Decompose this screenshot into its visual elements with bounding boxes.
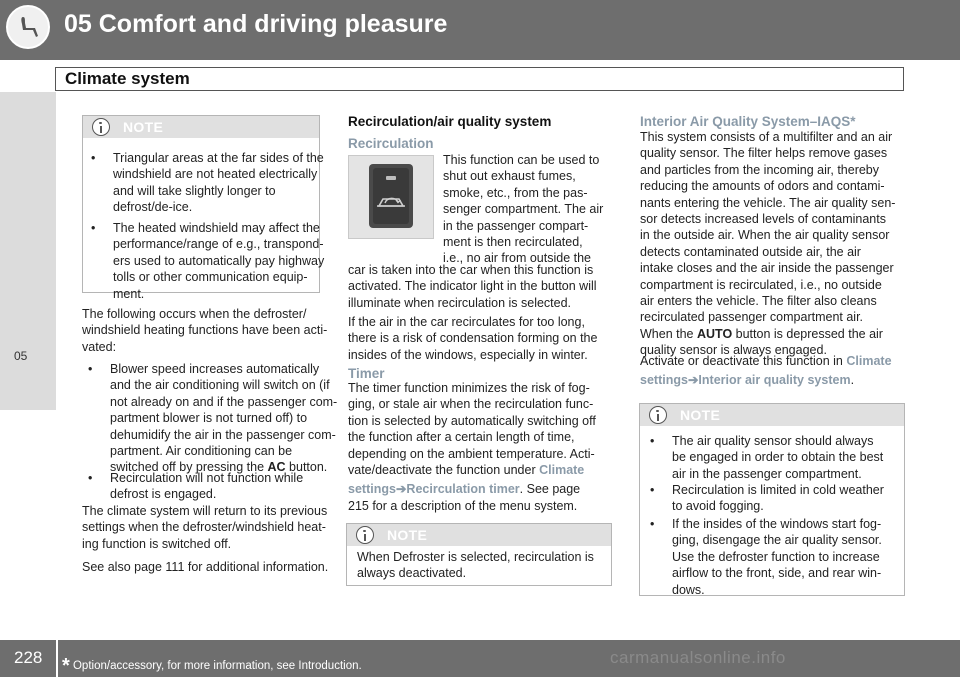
text-line: airflow to the front, side, and rear win- <box>672 566 882 581</box>
text-span: . See page <box>519 482 581 497</box>
text-line: tolls or other communication equip- <box>113 270 308 285</box>
timer-link-line-2 <box>348 481 596 497</box>
text-line: depending on the ambient temperature. Acti- <box>348 446 595 461</box>
note-bullet-text <box>672 433 883 482</box>
text-line: windshield are not heated electrically <box>113 167 318 182</box>
text-line: defrost is engaged. <box>110 487 217 502</box>
arrow-right-icon: ➔ <box>687 373 699 388</box>
text-line: ment. <box>113 286 145 301</box>
note-bullet-text <box>672 482 884 515</box>
recirculation-button-image <box>348 155 434 239</box>
footnote-text: Option/accessory, for more information, see Introduction. <box>69 660 362 672</box>
text-line: quality sensor. The filter helps remove gases <box>640 146 888 161</box>
text-line: Blower speed increases automatically <box>110 362 320 376</box>
bullet-dot: • <box>91 221 96 235</box>
auto-button-label: AUTO <box>696 326 733 341</box>
text-line: The timer function minimizes the risk of fog- <box>348 381 590 395</box>
text-line: If the insides of the windows start fog- <box>672 517 882 531</box>
text-line: illuminate when recirculation is selected. <box>348 295 572 310</box>
text-line: The air quality sensor should always <box>672 434 874 448</box>
heading-recirculation-air-quality: Recirculation/air quality system <box>348 114 552 129</box>
note-bullet-text <box>672 516 882 598</box>
text-line: shut out exhaust fumes, <box>443 169 576 184</box>
text-line: windshield heating functions have been acti- <box>82 323 328 338</box>
see-also-paragraph <box>82 559 328 575</box>
note-bullet-text <box>113 220 324 302</box>
arrow-right-icon: ➔ <box>395 482 407 497</box>
footer-divider <box>56 640 58 677</box>
timer-text <box>348 380 596 514</box>
page-footer <box>0 640 960 677</box>
watermark: carmanualsonline.info <box>610 648 786 667</box>
text-line: detects contaminated outside air, the air <box>640 244 861 259</box>
footnote <box>62 652 362 675</box>
text-line: vated: <box>82 339 117 354</box>
text-line: defrost/de-ice. <box>113 200 193 215</box>
recirculation-wrap-text <box>443 152 603 267</box>
iaqs-paragraph <box>640 129 895 359</box>
bullet-dot: • <box>650 483 655 497</box>
section-title: Climate system <box>65 69 190 88</box>
text-line: in the outside air. When the air quality sensor <box>640 228 890 243</box>
text-line: i.e., no air from outside the <box>443 251 591 266</box>
chapter-side-tab <box>0 92 56 410</box>
note-label: NOTE <box>680 407 721 423</box>
text-line: Use the defroster function to increase <box>672 549 880 564</box>
text-line: partment blower is not turned off) to <box>110 411 308 426</box>
note-box-defroster-recirc <box>346 523 612 586</box>
text-line: Recirculation is limited in cold weather <box>672 483 884 497</box>
text-line: See also page 111 for additional information. <box>82 560 329 574</box>
text-line: intake closes and the air inside the passenger <box>640 261 894 276</box>
heading-timer: Timer <box>348 366 385 381</box>
chapter-title: 05 Comfort and driving pleasure <box>64 10 448 38</box>
text-span: button. <box>285 460 328 475</box>
text-line: Triangular areas at the far sides of the <box>113 151 324 165</box>
bullet-dot: • <box>88 471 93 485</box>
text-line: partment. Air conditioning can be <box>110 444 293 459</box>
menu-path-climate: Climate <box>539 463 585 478</box>
text-line: smoke, etc., from the pas- <box>443 185 588 200</box>
text-span: switched off by pressing the <box>110 460 268 475</box>
text-line: tion is selected by automatically switching off <box>348 413 596 428</box>
text-line: and particles from the incoming air, thereby <box>640 162 880 177</box>
text-line: in the passenger compart- <box>443 218 589 233</box>
footnote-star: * <box>62 655 70 677</box>
text-line: The heated windshield may affect the <box>113 221 320 235</box>
text-span: . <box>850 373 855 388</box>
text-line: the function after a certain length of time, <box>348 430 575 445</box>
text-line: settings when the defroster/windshield heat- <box>82 520 326 535</box>
recirculation-button-icon <box>349 156 433 238</box>
note-label: NOTE <box>387 527 428 543</box>
text-line: performance/range of e.g., transpond- <box>113 237 324 252</box>
text-line: quality sensor is always engaged. <box>640 343 827 358</box>
text-line: senger compartment. The air <box>443 202 604 217</box>
text-span: button is depressed the air <box>732 326 883 341</box>
info-icon <box>92 118 110 136</box>
text-line: nants entering the vehicle. The air quality sen- <box>640 195 896 210</box>
bullet-dot: • <box>650 517 655 531</box>
text-line: recirculated passenger compartment air. <box>640 310 864 325</box>
menu-path-interior-air-quality: Interior air quality system <box>698 373 851 388</box>
text-line: 215 for a description of the menu system. <box>348 498 578 513</box>
list-item-text <box>110 470 303 503</box>
note-box-air-quality <box>639 403 905 596</box>
text-line: to avoid fogging. <box>672 499 764 514</box>
text-line: Recirculation will not function while <box>110 471 304 485</box>
note-text <box>357 549 594 582</box>
recirculation-warning <box>348 314 597 363</box>
info-icon <box>356 526 374 544</box>
text-line: The following occurs when the defroster/ <box>82 307 307 321</box>
text-line: activated. The indicator light in the button will <box>348 279 597 294</box>
text-line: always deactivated. <box>357 566 467 581</box>
text-line: ing function is switched off. <box>82 536 232 551</box>
text-line: ging, or stale air when the recirculation func- <box>348 397 594 412</box>
text-line: dehumidify the air in the passenger com- <box>110 427 336 442</box>
text-line: This function can be used to <box>443 153 600 167</box>
text-line: and the air conditioning will switch on (if <box>110 378 330 393</box>
note-header <box>83 116 319 138</box>
bullet-dot: • <box>91 151 96 165</box>
text-line: reducing the amounts of odors and contami- <box>640 179 885 194</box>
heading-iaqs: Interior Air Quality System–IAQS* <box>640 114 856 129</box>
text-line: car is taken into the car when this function is <box>348 263 594 277</box>
text-line: This system consists of a multifilter and an air <box>640 130 893 144</box>
text-line: When Defroster is selected, recirculation is <box>357 550 594 564</box>
bullet-dot: • <box>650 434 655 448</box>
text-line: air in the passenger compartment. <box>672 466 862 481</box>
text-line: and will take slightly longer to <box>113 183 276 198</box>
timer-link-line <box>348 462 596 478</box>
text-span: Activate or deactivate this function in <box>640 354 847 368</box>
note-header <box>640 404 904 426</box>
text-line: be engaged in order to obtain the best <box>672 450 884 465</box>
note-label: NOTE <box>123 119 164 135</box>
menu-path-climate: Climate <box>846 354 892 368</box>
menu-path-recirculation-timer: Recirculation timer <box>406 482 520 497</box>
text-line: The climate system will return to its previous <box>82 504 328 518</box>
recirculation-text <box>348 262 597 311</box>
text-line: ment is then recirculated, <box>443 235 583 250</box>
activate-paragraph <box>640 353 892 389</box>
activate-line <box>640 353 892 369</box>
bullet-dot: • <box>88 362 93 376</box>
heading-recirculation: Recirculation <box>348 136 434 151</box>
text-span: When the <box>640 326 697 341</box>
section-title-bar <box>55 67 904 91</box>
text-line: compartment is recirculated, i.e., no outside <box>640 277 882 292</box>
text-line: not already on and if the passenger com- <box>110 394 338 409</box>
list-item-text <box>110 361 337 476</box>
ac-button-label: AC <box>267 460 286 475</box>
return-paragraph <box>82 503 327 552</box>
activate-line-2 <box>640 372 892 388</box>
menu-path-settings: settings <box>348 482 396 497</box>
text-line: dows. <box>672 582 705 597</box>
note-box-defroster <box>82 115 325 301</box>
page-number: 228 <box>14 648 43 667</box>
chapter-header-bar <box>0 0 960 60</box>
menu-path-settings: settings <box>640 373 688 388</box>
seat-icon <box>6 5 50 49</box>
text-line: there is a risk of condensation forming on the <box>348 331 598 346</box>
text-span: vate/deactivate the function under <box>348 463 540 478</box>
text-line: sor detects increased levels of contaminants <box>640 212 886 227</box>
text-line: ers used to automatically pay highway <box>113 253 325 268</box>
text-line: If the air in the car recirculates for too long, <box>348 315 585 329</box>
text-line: air enters the vehicle. The filter also cleans <box>640 294 877 309</box>
text-line: insides of the windows, especially in winter. <box>348 347 588 362</box>
intro-paragraph <box>82 306 327 355</box>
text-line: ging, disengage the air quality sensor. <box>672 533 882 548</box>
info-icon <box>649 406 667 424</box>
side-tab-number: 05 <box>14 349 28 363</box>
note-bullet-text <box>113 150 324 216</box>
auto-line <box>640 326 895 342</box>
note-header <box>347 524 611 546</box>
